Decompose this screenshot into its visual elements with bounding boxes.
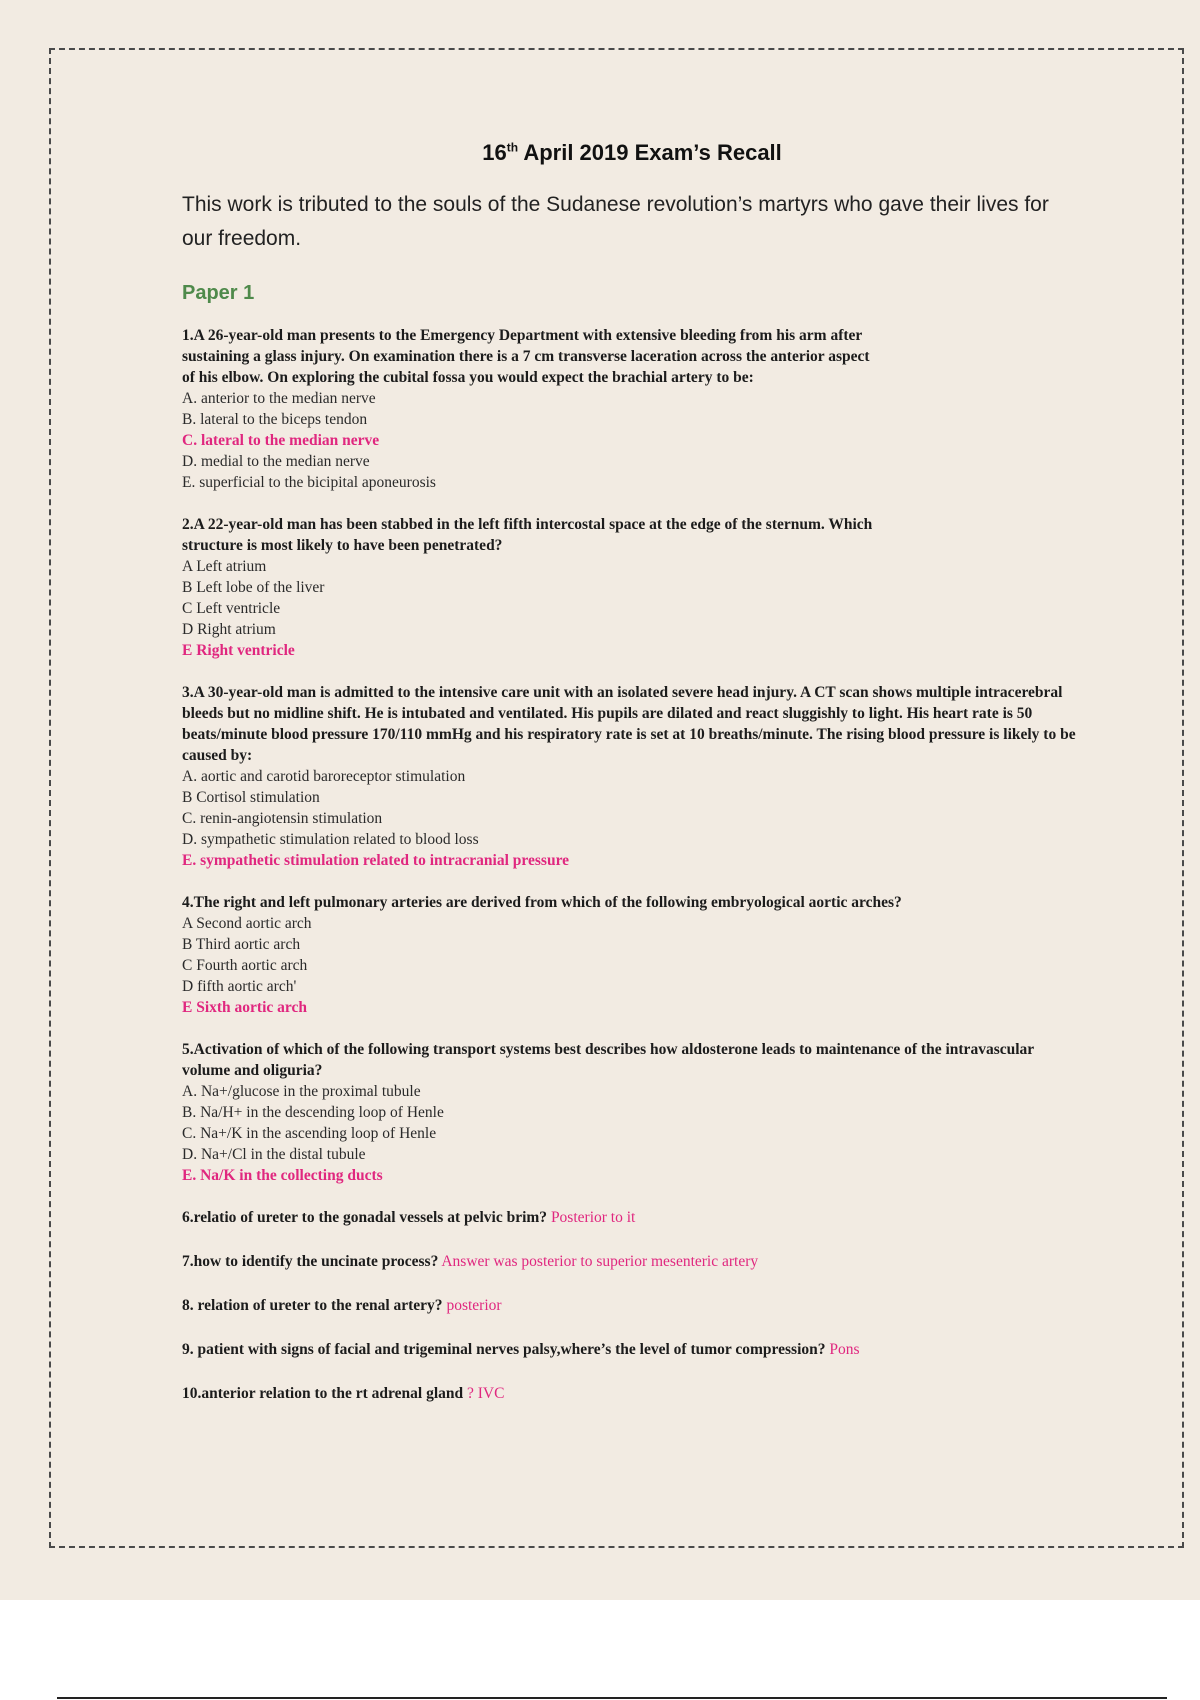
answer-option: D. Na+/Cl in the distal tubule bbox=[182, 1146, 366, 1163]
answer-option: C Left ventricle bbox=[182, 600, 281, 617]
answer-option: C Fourth aortic arch bbox=[182, 957, 308, 974]
title-number: 16 bbox=[482, 140, 507, 165]
short-question-stem: 7.how to identify the uncinate process? bbox=[182, 1253, 439, 1270]
question-block bbox=[182, 682, 1082, 871]
correct-option: E Right ventricle bbox=[182, 642, 295, 659]
answer-option: B Left lobe of the liver bbox=[182, 579, 325, 596]
short-question-stem: 9. patient with signs of facial and trigeminal nerves palsy,where’s the level of tumor compression? bbox=[182, 1341, 826, 1358]
correct-option: E Sixth aortic arch bbox=[182, 999, 307, 1016]
dedication-text: This work is tributed to the souls of the Sudanese revolution’s martyrs who gave their lives for our freedom. bbox=[182, 193, 1049, 250]
question-block bbox=[182, 1039, 1082, 1186]
answer-option: B Third aortic arch bbox=[182, 936, 301, 953]
title-ordinal: th bbox=[506, 140, 519, 155]
question-block bbox=[182, 325, 1082, 493]
answer-option: D. sympathetic stimulation related to blood loss bbox=[182, 831, 479, 848]
answer-option: A. anterior to the median nerve bbox=[182, 390, 376, 407]
answer-option: A Left atrium bbox=[182, 558, 267, 575]
answer-option: B Cortisol stimulation bbox=[182, 789, 320, 806]
question-stem: 1.A 26-year-old man presents to the Emergency Department with extensive bleeding from his arm after sustaining a glass injury. On examination there is a 7 cm transverse laceration across the anterior aspect of his elbow. On exploring the cubital fossa you would expect the brachial artery to be: bbox=[182, 327, 870, 386]
short-question-answer: ? IVC bbox=[463, 1385, 505, 1402]
mcq-list bbox=[182, 325, 1082, 1186]
short-question-answer: posterior bbox=[442, 1297, 502, 1314]
question-stem: 4.The right and left pulmonary arteries are derived from which of the following embryological aortic arches? bbox=[182, 894, 902, 911]
document-title bbox=[182, 140, 1082, 166]
footer-divider bbox=[57, 1697, 1167, 1699]
short-question bbox=[182, 1207, 1082, 1228]
answer-option: A. aortic and carotid baroreceptor stimulation bbox=[182, 768, 466, 785]
short-question-answer: Posterior to it bbox=[547, 1209, 636, 1226]
short-question-stem: 8. relation of ureter to the renal artery? bbox=[182, 1297, 443, 1314]
answer-option: C. Na+/K in the ascending loop of Henle bbox=[182, 1125, 437, 1142]
question-stem: 3.A 30-year-old man is admitted to the intensive care unit with an isolated severe head injury. A CT scan shows multiple intracerebral bleeds but no midline shift. He is intubated and ventilated. His pupils are dilated and react sluggishly to light. His heart rate is 50 beats/minute blood pressure 170/110 mmHg and his respiratory rate is set at 10 breaths/minute. The rising blood pressure is likely to be caused by: bbox=[182, 684, 1076, 764]
question-block bbox=[182, 514, 1082, 661]
answer-option: C. renin-angiotensin stimulation bbox=[182, 810, 383, 827]
correct-option: C. lateral to the median nerve bbox=[182, 432, 380, 449]
answer-option: D fifth aortic arch' bbox=[182, 978, 297, 995]
answer-option: A Second aortic arch bbox=[182, 915, 312, 932]
short-question-stem: 6.relatio of ureter to the gonadal vessels at pelvic brim? bbox=[182, 1209, 548, 1226]
answer-option: D. medial to the median nerve bbox=[182, 453, 370, 470]
document-content bbox=[182, 140, 1082, 1427]
short-question bbox=[182, 1295, 1082, 1316]
short-question-stem: 10.anterior relation to the rt adrenal gland bbox=[182, 1385, 464, 1402]
question-block bbox=[182, 892, 1082, 1018]
short-question-answer: Answer was posterior to superior mesenteric artery bbox=[438, 1253, 759, 1270]
short-question bbox=[182, 1383, 1082, 1404]
correct-option: E. sympathetic stimulation related to intracranial pressure bbox=[182, 852, 570, 869]
answer-option: D Right atrium bbox=[182, 621, 276, 638]
correct-option: E. Na/K in the collecting ducts bbox=[182, 1167, 383, 1184]
question-stem: 2.A 22-year-old man has been stabbed in the left fifth intercostal space at the edge of the sternum. Which structure is most likely to have been penetrated? bbox=[182, 516, 873, 554]
short-question bbox=[182, 1339, 1082, 1360]
title-text: April 2019 Exam’s Recall bbox=[518, 140, 782, 165]
answer-option: E. superficial to the bicipital aponeurosis bbox=[182, 474, 436, 491]
answer-option: A. Na+/glucose in the proximal tubule bbox=[182, 1083, 421, 1100]
question-stem: 5.Activation of which of the following transport systems best describes how aldosterone leads to maintenance of the intravascular volume and oliguria? bbox=[182, 1041, 1034, 1079]
short-question-list bbox=[182, 1207, 1082, 1404]
answer-option: B. Na/H+ in the descending loop of Henle bbox=[182, 1104, 444, 1121]
short-question-answer: Pons bbox=[825, 1341, 860, 1358]
short-question bbox=[182, 1251, 1082, 1272]
paper-heading: Paper 1 bbox=[182, 282, 255, 304]
answer-option: B. lateral to the biceps tendon bbox=[182, 411, 368, 428]
